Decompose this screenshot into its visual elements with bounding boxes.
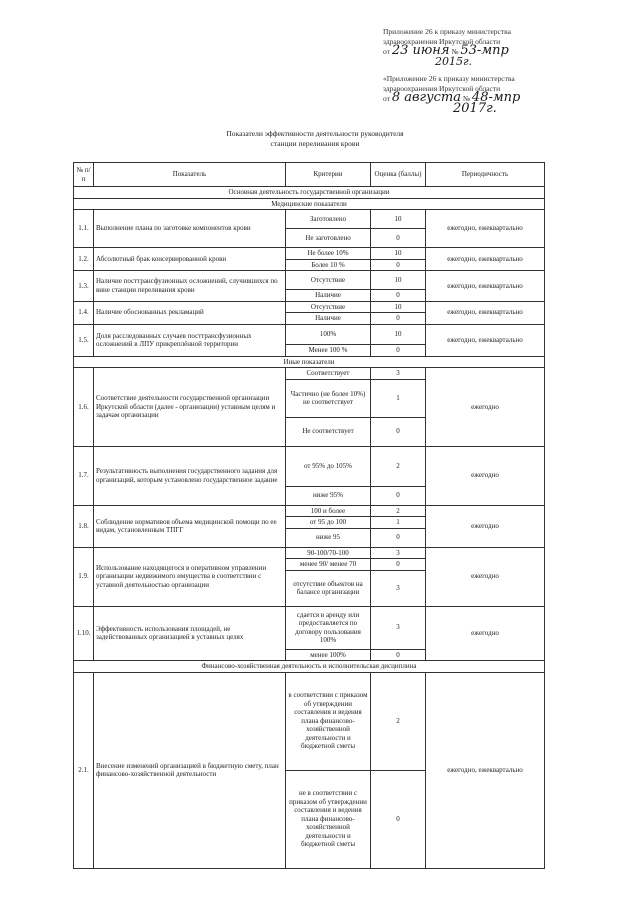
row-score: 0 — [371, 259, 426, 271]
table-row — [74, 446, 545, 486]
header-period: Периодичность — [426, 163, 545, 187]
header-indicator: Показатель — [94, 163, 286, 187]
row-criterion: от 95% до 105% — [286, 446, 371, 486]
row-indicator: Использование находящегося в оперативном управлении организации недвижимого имущества в соответствии с уставной деятельностью организации — [94, 547, 286, 606]
row-num: 1.6. — [74, 368, 94, 447]
section-finance: Финансово-хозяйственная деятельность и исполнительская дисциплина — [74, 661, 545, 673]
section-row — [74, 198, 545, 210]
handwritten-year: 2017г. — [453, 100, 497, 116]
handwritten-number: 48-мпр — [471, 90, 521, 105]
appendix-header-original — [383, 27, 553, 67]
row-score: 1 — [371, 517, 426, 529]
row-criterion: ниже 95% — [286, 486, 371, 505]
row-score: 3 — [371, 547, 426, 559]
row-criterion: менее 90/ менее 70 — [286, 559, 371, 571]
row-criterion: Наличие — [286, 290, 371, 302]
row-period: ежегодно, ежеквартально — [426, 210, 545, 248]
appendix-line: здравоохранения Иркутской области — [383, 36, 501, 46]
appendix-year-line — [383, 54, 553, 68]
row-period: ежегодно — [426, 505, 545, 547]
row-score: 0 — [371, 344, 426, 356]
row-criterion: менее 100% — [286, 649, 371, 661]
appendix-header-amended — [383, 74, 553, 114]
title-line: станции переливания крови — [270, 138, 360, 148]
row-period: ежегодно, ежеквартально — [426, 324, 545, 356]
row-num: 1.3. — [74, 271, 94, 302]
row-score: 10 — [371, 271, 426, 290]
number-sign: № — [462, 94, 471, 103]
row-indicator: Наличие обоснованных рекламаций — [94, 301, 286, 324]
row-criterion: в соответствии с приказом об утверждении составления и ведения плана финансово-хозяйственной деятельности и бюджетной сметы — [286, 672, 371, 770]
row-score: 0 — [371, 229, 426, 248]
row-num: 1.8. — [74, 505, 94, 547]
section-row — [74, 187, 545, 199]
header-num: № п/п — [74, 163, 94, 187]
row-criterion: Более 10 % — [286, 259, 371, 271]
row-indicator: Соответствие деятельности государственной организации Иркутской области (далее - организации) уставным целям и задачам организации — [94, 368, 286, 447]
number-sign: № — [451, 47, 459, 56]
row-period: ежегодно — [426, 606, 545, 661]
row-criterion: ниже 95 — [286, 528, 371, 547]
row-indicator: Результативность выполнения государственного задания для организаций, которым установлено государственное задание — [94, 446, 286, 505]
row-indicator: Соблюдение нормативов объема медицинской помощи по ее видам, установленным ТПГГ — [94, 505, 286, 547]
table-row — [74, 271, 545, 290]
row-score: 3 — [371, 570, 426, 606]
row-num: 1.7. — [74, 446, 94, 505]
appendix-year-line — [383, 100, 553, 116]
from-label: от — [383, 94, 390, 103]
row-num: 2.1. — [74, 672, 94, 868]
row-num: 1.4. — [74, 301, 94, 324]
row-score: 2 — [371, 505, 426, 517]
appendix-line: Приложение 26 к приказу министерства — [383, 27, 511, 36]
row-score: 2 — [371, 672, 426, 770]
row-score: 10 — [371, 210, 426, 229]
row-score: 10 — [371, 324, 426, 344]
row-score: 0 — [371, 559, 426, 571]
section-medical: Медицинские показатели — [74, 198, 545, 210]
row-indicator: Внесение изменений организацией в бюджетную смету, план финансово-хозяйственной деятельности — [94, 672, 286, 868]
row-criterion: 100% — [286, 324, 371, 344]
row-criterion: отсутствие объектов на балансе организации — [286, 570, 371, 606]
row-criterion: Не соответствует — [286, 417, 371, 446]
header-score: Оценка (баллы) — [371, 163, 426, 187]
section-row — [74, 356, 545, 368]
handwritten-number: 53-мпр — [460, 43, 509, 58]
table-row — [74, 505, 545, 517]
row-period: ежегодно, ежеквартально — [426, 672, 545, 868]
row-score: 0 — [371, 528, 426, 547]
appendix-line: здравоохранения Иркутской области — [383, 83, 501, 93]
row-criterion: Не более 10% — [286, 248, 371, 260]
row-score: 0 — [371, 313, 426, 325]
row-criterion: Наличие — [286, 313, 371, 325]
row-indicator: Наличие посттрансфузионных осложнений, случившихся по вине станции переливания крови — [94, 271, 286, 302]
document-title — [180, 129, 450, 148]
row-score: 0 — [371, 290, 426, 302]
row-num: 1.1. — [74, 210, 94, 248]
row-criterion: Соответствует — [286, 368, 371, 380]
row-score: 3 — [371, 368, 426, 380]
row-criterion: 90-100/70-100 — [286, 547, 371, 559]
handwritten-year: 2015г. — [435, 54, 473, 68]
row-score: 3 — [371, 606, 426, 649]
title-line: Показатели эффективности деятельности руководителя — [226, 129, 404, 138]
row-score: 0 — [371, 770, 426, 868]
row-score: 10 — [371, 248, 426, 260]
section-row — [74, 661, 545, 673]
row-criterion: от 95 до 100 — [286, 517, 371, 529]
indicators-table — [73, 162, 545, 869]
table-row — [74, 248, 545, 260]
row-score: 1 — [371, 379, 426, 417]
appendix-line: «Приложение 26 к приказу министерства — [383, 74, 515, 83]
row-score: 0 — [371, 417, 426, 446]
row-indicator: Эффективность использования площадей, не задействованных организацией в уставных целях — [94, 606, 286, 661]
row-criterion: Частично (не более 10%) не соответствует — [286, 379, 371, 417]
row-period: ежегодно, ежеквартально — [426, 271, 545, 302]
row-score: 2 — [371, 446, 426, 486]
row-criterion: Менее 100 % — [286, 344, 371, 356]
table-row — [74, 547, 545, 559]
handwritten-date: 23 июня — [391, 43, 450, 58]
row-period: ежегодно — [426, 368, 545, 447]
row-num: 1.5. — [74, 324, 94, 356]
row-num: 1.2. — [74, 248, 94, 271]
row-criterion: Не заготовлено — [286, 229, 371, 248]
section-other: Иные показатели — [74, 356, 545, 368]
row-indicator: Выполнение плана по заготовке компонентов крови — [94, 210, 286, 248]
row-period: ежегодно, ежеквартально — [426, 248, 545, 271]
table-row — [74, 672, 545, 770]
row-criterion: Отсутствие — [286, 301, 371, 313]
section-main: Основная деятельность государственной организации — [74, 187, 545, 199]
from-label: от — [383, 47, 390, 56]
row-criterion: Заготовлено — [286, 210, 371, 229]
row-indicator: Абсолютный брак консервированной крови — [94, 248, 286, 271]
row-criterion: Отсутствие — [286, 271, 371, 290]
table-row — [74, 368, 545, 380]
row-criterion: не в соответствии с приказом об утверждении составления и ведения плана финансово-хозяйственной деятельности и бюджетной сметы — [286, 770, 371, 868]
row-num: 1.9. — [74, 547, 94, 606]
row-score: 0 — [371, 486, 426, 505]
row-score: 10 — [371, 301, 426, 313]
table-row — [74, 301, 545, 313]
row-criterion: 100 и более — [286, 505, 371, 517]
row-score: 0 — [371, 649, 426, 661]
row-indicator: Доля расследованных случаев посттрансфузионных осложнений в ЛПУ прикреплённой территории — [94, 324, 286, 356]
row-num: 1.10. — [74, 606, 94, 661]
table-row — [74, 324, 545, 344]
row-period: ежегодно — [426, 446, 545, 505]
table-row — [74, 606, 545, 649]
row-period: ежегодно — [426, 547, 545, 606]
row-criterion: сдается в аренду или предоставляется по договору пользования 100% — [286, 606, 371, 649]
handwritten-date: 8 августа — [391, 90, 462, 105]
row-period: ежегодно, ежеквартально — [426, 301, 545, 324]
header-criteria: Критерии — [286, 163, 371, 187]
table-header-row — [74, 163, 545, 187]
table-row — [74, 210, 545, 229]
